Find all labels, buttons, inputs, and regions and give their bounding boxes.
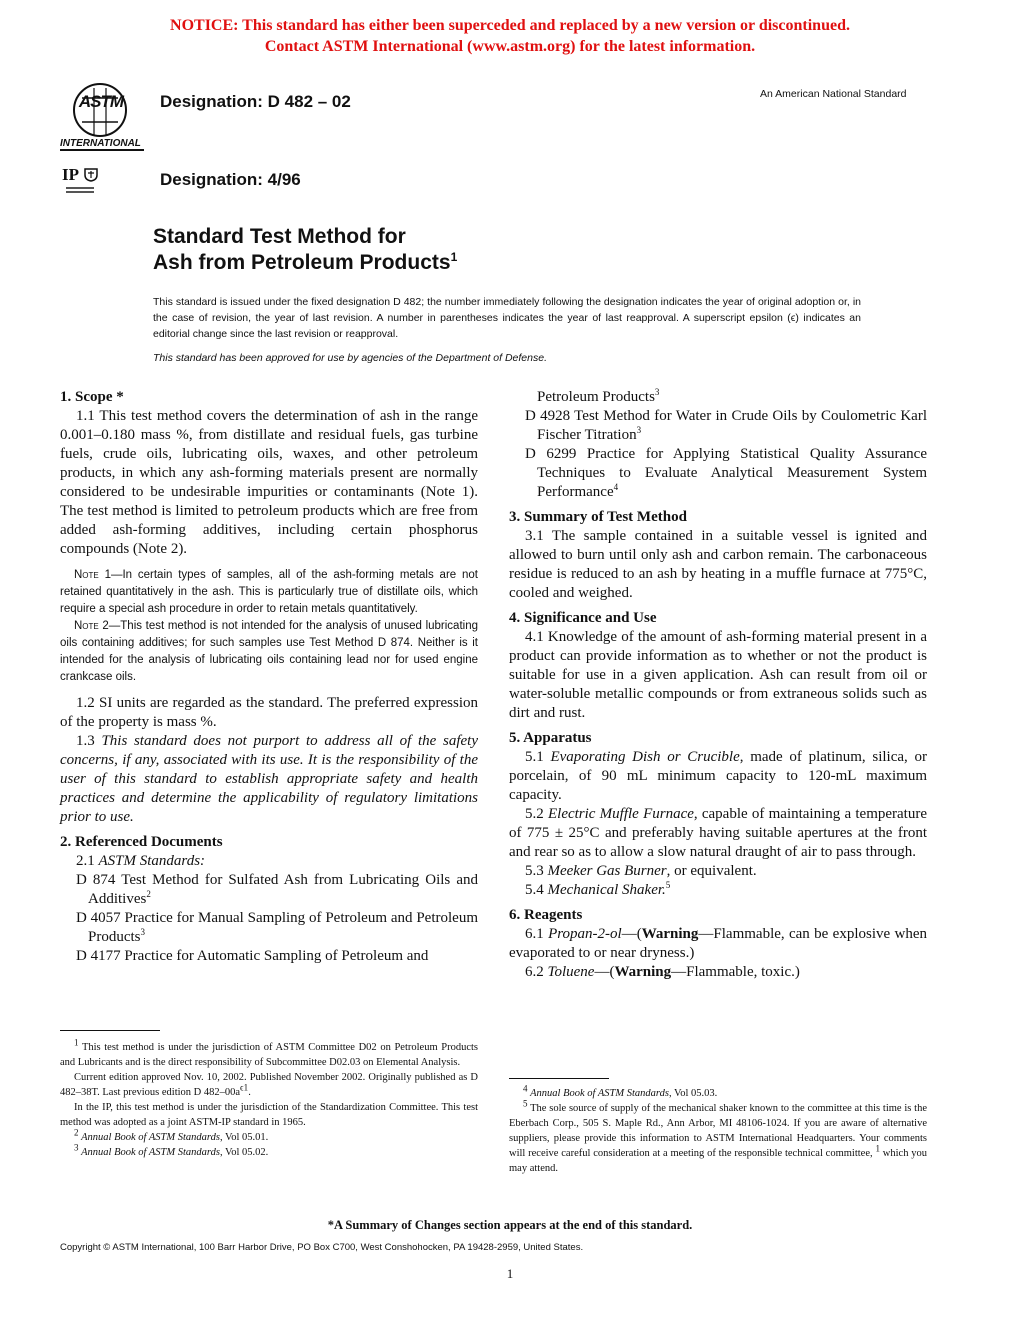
reference-d4928-fn: 3 [636, 425, 642, 435]
section-6-1: 6.1 Propan-2-ol—(Warning—Flammable, can be explosive when evaporated to or near dryness.) [509, 926, 928, 961]
left-column [60, 388, 478, 966]
footnote-1 [60, 1037, 478, 1070]
reference-d6299-fn: 4 [613, 482, 619, 492]
section-5-3-term: Meeker Gas Burner [547, 863, 667, 879]
shield-icon [84, 168, 98, 182]
footnote-1-text: This test method is under the jurisdiction of ASTM Committee D02 on Petroleum Products and Lubricants and is the direct responsibility of Subcommittee D02.03 on Elemental Analysis. [60, 1042, 478, 1068]
section-5-3-number: 5.3 [525, 863, 544, 879]
section-2-1 [60, 852, 478, 871]
reference-d6299-text: D 6299 Practice for Applying Statistical Quality Assurance Techniques to Evaluate Analytical Measurement System Performance [525, 446, 927, 500]
footnote-4-number: 4 [523, 1083, 528, 1094]
designation-astm: Designation: D 482 – 02 [160, 92, 351, 111]
note-2 [60, 618, 478, 686]
footnote-4-book: Annual Book of ASTM Standards [530, 1088, 669, 1099]
footnotes-left [60, 1037, 478, 1160]
title-line-1: Standard Test Method for [153, 225, 406, 248]
footnote-rule-left [60, 1030, 160, 1031]
section-5-4-term: Mechanical Shaker. [547, 882, 666, 898]
page-title [153, 224, 457, 276]
note-1 [60, 567, 478, 618]
section-5-4-fn: 5 [665, 880, 671, 890]
title-line-2: Ash from Petroleum Products [153, 251, 451, 274]
footnote-5-ref: 1 [875, 1143, 880, 1154]
section-6-2-text: —Flammable, toxic.) [671, 964, 800, 980]
section-3-heading: 3. Summary of Test Method [509, 509, 687, 525]
section-1-heading: 1. Scope * [60, 389, 124, 405]
ip-logo-rule [66, 191, 94, 193]
section-5-4-number: 5.4 [525, 882, 544, 898]
section-4-1: 4.1 Knowledge of the amount of ash-forming material present in a product can provide information as to whether or not the product is suitable for use in a given application. Ash can result from oil or water-soluble metallic compounds or from extraneous solids such as dirt and rust. [509, 629, 927, 721]
footnote-1-ip: In the IP, this test method is under the jurisdiction of the Standardization Committee. This test method was adopted as a joint ASTM-IP standard in 1965. [60, 1102, 478, 1128]
footnote-5-end: which you may attend. [509, 1148, 928, 1174]
footnote-5 [509, 1098, 928, 1176]
section-4-heading: 4. Significance and Use [509, 610, 657, 626]
section-5-1 [509, 748, 927, 805]
footnote-5-text: The sole source of supply of the mechanical shaker known to the committee at this time is the Eberbach Corp., 505 S. Maple Rd., Ann Arbor, MI 48106-1024. If you are aware of alternative suppliers, please provide this information to ASTM International Headquarters. Your comments will receive careful consideration at a meeting of the responsible technical committee, [509, 1103, 927, 1159]
footnote-1-edition: Current edition approved Nov. 10, 2002. Published November 2002. Originally published as D 482–38T. Last previous edition D $482-00a^{\epsilon 1}$. [60, 1072, 478, 1098]
footnote-3-number: 3 [74, 1142, 79, 1153]
reference-d4177: D 4177 Practice for Automatic Sampling of Petroleum and [76, 948, 429, 964]
section-5-1-text: , made of platinum, silica, or porcelain, of 90 mL minimum capacity to 120-mL maximum capacity. [509, 749, 927, 803]
reference-d874-fn: 2 [146, 889, 151, 899]
section-5-2-text: , capable of maintaining a temperature of 775 ± 25°C and preferably having suitable apertures at the front and rear so as to allow a slow natural draught of air to pass through. [509, 806, 928, 860]
note-1-label: Note 1 [74, 569, 111, 581]
section-1-3-number: 1.3 [76, 733, 95, 749]
reference-d4057-text: D 4057 Practice for Manual Sampling of Petroleum and Petroleum Products [76, 910, 478, 945]
copyright: Copyright © ASTM International, 100 Barr Harbor Drive, PO Box C700, West Conshohocken, PA 19428-2959, United States. [60, 1242, 584, 1253]
reference-d4177-continued-text: Petroleum Products [537, 389, 655, 405]
reference-d4928-text: D 4928 Test Method for Water in Crude Oils by Coulometric Karl Fischer Titration [525, 408, 927, 443]
dod-approval: This standard has been approved for use by agencies of the Department of Defense. [153, 352, 547, 364]
footnote-4-text: , Vol 05.03. [668, 1088, 718, 1099]
reference-d6299 [525, 445, 927, 502]
section-6-2-term: Toluene [547, 964, 595, 980]
section-6-1-number: 6.1 [525, 926, 544, 942]
section-3-1: 3.1 The sample contained in a suitable vessel is ignited and allowed to burn until only ash and carbon remain. The carbonaceous residue is reduced to an ash by heating in a muffle furnace at 775°C, cooled and weighed. [509, 528, 927, 601]
note-2-label: Note 2 [74, 620, 109, 632]
reference-d874 [76, 871, 478, 909]
section-6-1-text: —Flammable, can be explosive when evaporated to or near dryness.) [509, 926, 928, 961]
footnote-2-number: 2 [74, 1127, 79, 1138]
title-footnote-ref: 1 [450, 250, 458, 264]
section-1-3-text: This standard does not purport to address all of the safety concerns, if any, associated with its use. It is the responsibility of the user of this standard to establish appropriate safety and health practices and determine the applicability of regulatory limitations prior to use. [60, 733, 479, 825]
reference-d4057 [76, 909, 478, 947]
american-national-standard: An American National Standard [760, 88, 907, 100]
section-5-heading: 5. Apparatus [509, 730, 592, 746]
footnote-5-number: 5 [523, 1098, 528, 1109]
footnote-3-text: , Vol 05.02. [219, 1147, 269, 1158]
section-5-1-term: Evaporating Dish or Crucible [550, 749, 740, 765]
reference-d4177-fn: 3 [654, 387, 660, 397]
section-5-2-number: 5.2 [525, 806, 544, 822]
section-6-1-term: Propan-2-ol [548, 926, 622, 942]
section-6-2: 6.2 Toluene—(Warning—Flammable, toxic.) [525, 964, 800, 980]
issuance-statement: This standard is issued under the fixed designation D 482; the number immediately following the designation indicates the year of original adoption or, in the case of revision, the year of last revision. A number in parentheses indicates the year of last reapproval. A superscript epsilon (ϵ) indicates an editorial change since the last revision or reapproval. [153, 296, 861, 340]
section-1-1: 1.1 This test method covers the determination of ash in the range 0.001–0.180 mass %, from distillate and residual fuels, gas turbine fuels, crude oils, lubricating oils, waxes, and other petroleum products, in which any ash-forming materials present are normally considered to be undesirable impurities or contaminants (Note 1). The test method is limited to petroleum products which are free from added ash-forming additives, including certain phosphorus compounds (Note 2). [60, 408, 478, 557]
right-column [509, 388, 927, 982]
page-number: 1 [506, 1266, 514, 1281]
section-1-3 [60, 732, 478, 827]
ip-logo-rule [66, 187, 94, 189]
footnote-1-number: 1 [74, 1037, 79, 1048]
reference-d4057-fn: 3 [140, 927, 145, 937]
section-5-4 [509, 881, 927, 900]
note-2-text: —This test method is not intended for the analysis of unused lubricating oils containing additives; for such samples use Test Method D 874. Neither is it intended for the analysis of lubricating oils containing lead nor for used engine crankcase oils. [60, 620, 478, 683]
ip-logo [62, 165, 102, 197]
footnote-4 [509, 1083, 927, 1101]
astm-logo-letters: ASTM [78, 92, 124, 111]
notice-line-1: NOTICE: This standard has either been superceded and replaced by a new version or discontinued. [170, 17, 850, 34]
footnote-2-text: , Vol 05.01. [219, 1132, 269, 1143]
footnote-2 [60, 1127, 478, 1145]
note-1-text: —In certain types of samples, all of the ash-forming metals are not retained quantitatively in the ash. This is particularly true of distillate oils, which require a special ash procedure in order to retain metals quantitatively. [60, 569, 478, 615]
footnote-rule-right [509, 1078, 609, 1079]
footnote-2-book: Annual Book of ASTM Standards [81, 1132, 220, 1143]
section-2-1-title: ASTM Standards: [98, 853, 206, 869]
ip-logo-letters: IP [62, 165, 79, 184]
footnote-1-edition-sup: ϵ1 [240, 1082, 249, 1093]
footnote-3-book: Annual Book of ASTM Standards [81, 1147, 220, 1158]
section-6-heading: 6. Reagents [509, 907, 583, 923]
section-5-1-number: 5.1 [525, 749, 544, 765]
astm-logo-wordmark: INTERNATIONAL [60, 138, 144, 151]
section-6-1-warning: Warning [641, 926, 699, 942]
notice-line-2: Contact ASTM International (www.astm.org) for the latest information. [264, 38, 756, 55]
section-6-2-number: 6.2 [525, 964, 544, 980]
section-6-2-warning: Warning [614, 964, 672, 980]
notice-banner [0, 15, 1020, 57]
designation-ip: Designation: 4/96 [160, 170, 301, 189]
section-5-2-term: Electric Muffle Furnace [547, 806, 694, 822]
section-5-2 [509, 805, 927, 862]
astm-logo [60, 80, 150, 152]
section-2-1-number: 2.1 [76, 853, 95, 869]
footnote-1-edition-text: Current edition approved Nov. 10, 2002. Published November 2002. Originally published as D 482–38T. Last previous edition D 482–00a [60, 1072, 478, 1098]
footnotes-right [509, 1083, 928, 1176]
reference-d4177-continued [509, 388, 927, 407]
section-5-3 [509, 862, 927, 881]
footnote-3 [60, 1142, 478, 1160]
reference-d4928 [525, 407, 927, 445]
section-5-3-text: , or equivalent. [666, 863, 757, 879]
summary-of-changes-note: *A Summary of Changes section appears at the end of this standard. [327, 1218, 693, 1232]
section-2-heading: 2. Referenced Documents [60, 834, 223, 850]
section-1-2: 1.2 SI units are regarded as the standard. The preferred expression of the property is mass %. [60, 695, 478, 730]
reference-d874-text: D 874 Test Method for Sulfated Ash from Lubricating Oils and Additives [76, 872, 478, 907]
